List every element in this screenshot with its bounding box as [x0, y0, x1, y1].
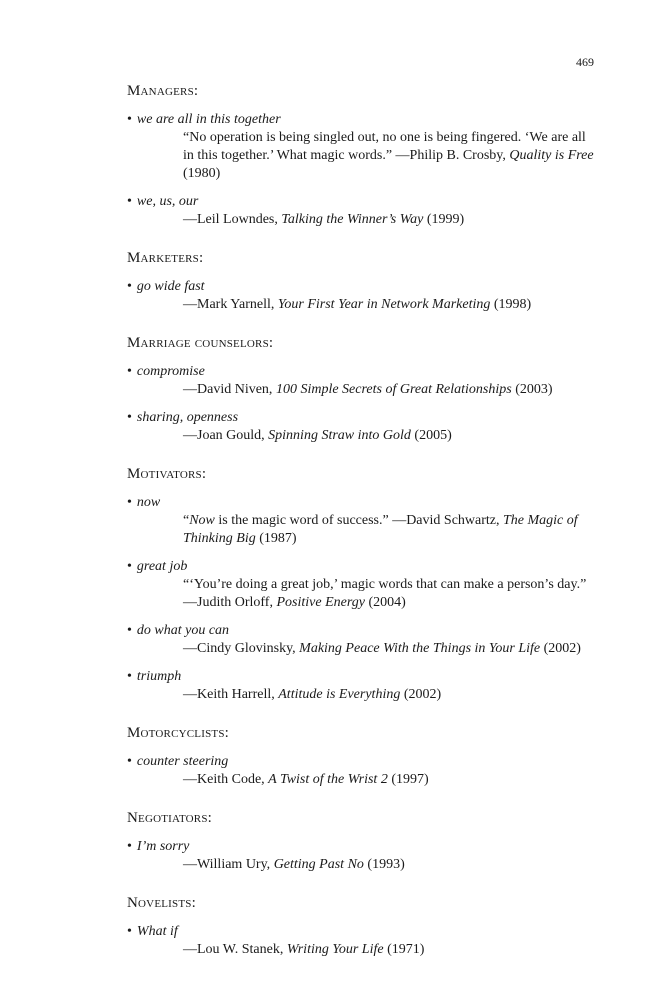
- entry: [127, 753, 597, 789]
- section-heading: Novelists:: [127, 895, 196, 911]
- book-title: Quality is Free: [509, 148, 594, 163]
- entry-term: • do what you can: [127, 623, 230, 638]
- entry-term: • go wide fast: [127, 279, 205, 294]
- section-heading: Managers:: [127, 83, 199, 99]
- entry-source: —Judith Orloff, Positive Energy (2004): [183, 595, 406, 610]
- entry-source: —Cindy Glovinsky, Making Peace With the Things in Your Life (2002): [183, 641, 581, 656]
- entry-term: • sharing, openness: [127, 410, 239, 425]
- entry: [127, 278, 597, 314]
- book-title: Talking the Winner’s Way: [281, 212, 424, 227]
- entry-source: —Mark Yarnell, Your First Year in Network Marketing (1998): [183, 297, 532, 312]
- entry-term: • What if: [127, 924, 178, 939]
- entry: [127, 923, 597, 959]
- entry: [127, 363, 597, 399]
- entry-term: • I’m sorry: [127, 839, 190, 854]
- entry-source: —David Niven, 100 Simple Secrets of Great Relationships (2003): [183, 382, 553, 397]
- entry: [127, 494, 597, 548]
- section-heading: Motivators:: [127, 466, 207, 482]
- section-heading: Motorcyclists:: [127, 725, 230, 741]
- section-heading: Negotiators:: [127, 810, 213, 826]
- entry-term: • counter steering: [127, 754, 229, 769]
- section-heading: Marketers:: [127, 250, 204, 266]
- book-title: 100 Simple Secrets of Great Relationships: [275, 382, 512, 397]
- book-title: Positive Energy: [276, 595, 365, 610]
- entry-term: • great job: [127, 559, 188, 574]
- entry-term: • compromise: [127, 364, 205, 379]
- section-motivators: [127, 465, 597, 704]
- entry-term: • now: [127, 495, 161, 510]
- entry: [127, 838, 597, 874]
- entry-source: —Joan Gould, Spinning Straw into Gold (2005): [183, 428, 452, 443]
- entry-source: —Lou W. Stanek, Writing Your Life (1971): [183, 942, 425, 957]
- entry-source: —Keith Harrell, Attitude is Everything (2002): [183, 687, 442, 702]
- entry: [127, 111, 597, 183]
- book-title: Your First Year in Network Marketing: [277, 297, 491, 312]
- entry-term: • we, us, our: [127, 194, 199, 209]
- book-title: Spinning Straw into Gold: [268, 428, 411, 443]
- entry-quote: “‘You’re doing a great job,’ magic words that can make a person’s day.”: [183, 577, 587, 592]
- entry: [127, 668, 597, 704]
- page-content: [127, 82, 597, 979]
- section-marketers: [127, 249, 597, 314]
- entry-term: • triumph: [127, 669, 182, 684]
- book-title: Making Peace With the Things in Your Life: [299, 641, 541, 656]
- entry-term: • we are all in this together: [127, 112, 281, 127]
- entry-source: —Leil Lowndes, Talking the Winner’s Way (1999): [183, 212, 465, 227]
- entry-source: —Keith Code, A Twist of the Wrist 2 (1997): [183, 772, 429, 787]
- section-managers: [127, 82, 597, 229]
- entry-quote: “No operation is being singled out, no one is being fingered. ‘We are all in this together.’ What magic words.” —Philip B. Crosby, Quality is Free (1980): [183, 130, 594, 181]
- page-number: 469: [576, 55, 594, 69]
- section-motorcyclists: [127, 724, 597, 789]
- book-title: A Twist of the Wrist 2: [268, 772, 388, 787]
- entry: [127, 558, 597, 612]
- section-negotiators: [127, 809, 597, 874]
- entry: [127, 409, 597, 445]
- section-novelists: [127, 894, 597, 959]
- entry: [127, 193, 597, 229]
- entry: [127, 622, 597, 658]
- book-title: Attitude is Everything: [278, 687, 401, 702]
- book-title: The Magic of Thinking Big: [183, 513, 578, 546]
- book-title: Writing Your Life: [286, 942, 384, 957]
- entry-source: —William Ury, Getting Past No (1993): [183, 857, 405, 872]
- section-heading: Marriage counselors:: [127, 335, 274, 351]
- section-marriage-counselors: [127, 334, 597, 445]
- book-title: Getting Past No: [273, 857, 364, 872]
- entry-quote: “Now is the magic word of success.” —David Schwartz, The Magic of Thinking Big (1987): [183, 513, 578, 546]
